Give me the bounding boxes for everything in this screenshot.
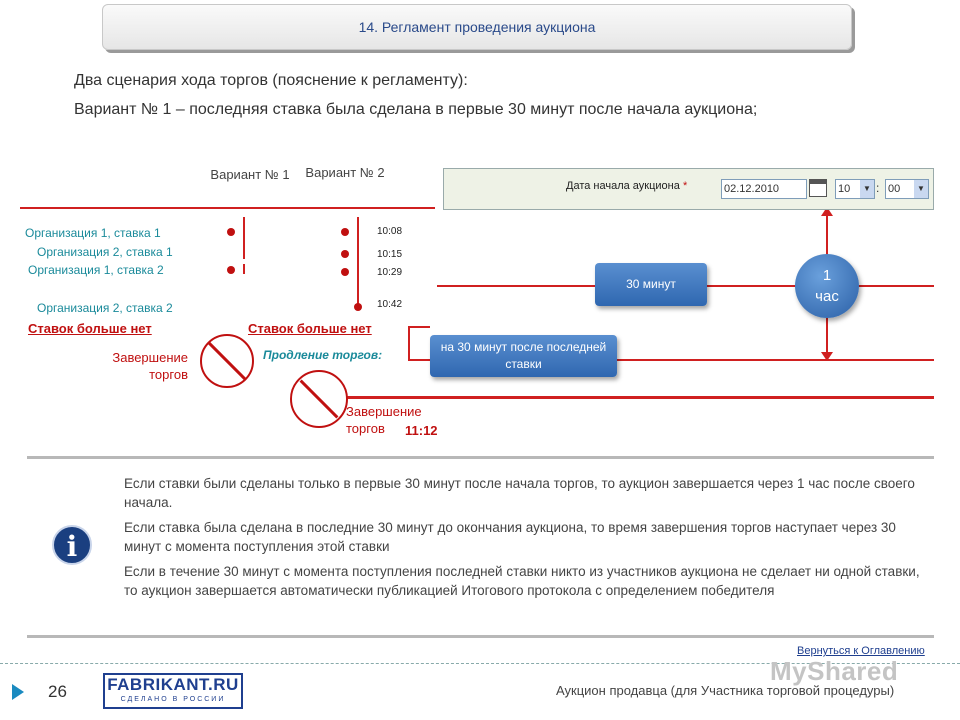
one-hour-arrow-up xyxy=(826,214,828,256)
info-top-rule xyxy=(27,456,934,459)
end-trading-2: Завершение торгов xyxy=(346,404,422,436)
variant-1-heading: Вариант № 1 xyxy=(210,167,290,182)
variant-2-heading: Вариант № 2 xyxy=(305,165,385,180)
bid-dot xyxy=(341,250,349,258)
logo-sub: СДЕЛАНО В РОССИИ xyxy=(120,696,226,703)
bid-dot xyxy=(354,303,362,311)
bid-time: 10:29 xyxy=(377,267,403,278)
back-to-contents-link[interactable]: Вернуться к Оглавлению xyxy=(797,645,925,657)
end-trading-1: Завершение торгов xyxy=(112,350,188,382)
info-bottom-rule xyxy=(27,635,934,638)
bid-dot xyxy=(341,228,349,236)
time-separator: : xyxy=(876,181,880,195)
intro-line-1: Два сценария хода торгов (пояснение к регламенту): xyxy=(74,72,468,89)
chevron-down-icon: ▼ xyxy=(914,180,928,198)
calendar-icon[interactable] xyxy=(809,179,827,197)
watermark: MyShared xyxy=(770,656,899,686)
stop-icon xyxy=(200,334,254,388)
bid-label: Организация 2, ставка 2 xyxy=(37,301,173,315)
extension-vertical xyxy=(408,326,410,361)
bid-dot xyxy=(341,268,349,276)
info-paragraph: Если ставка была сделана в последние 30 минут до окончания аукциона, то время завершения торгов наступает через 30 минут с момента поступления этой ставки xyxy=(124,520,896,554)
bid-dot xyxy=(227,228,235,236)
info-text xyxy=(124,474,924,606)
date-label: Дата начала аукциона * xyxy=(566,180,688,192)
bid-time: 10:08 xyxy=(377,226,403,237)
arrow-down-icon xyxy=(821,352,833,361)
one-hour-number: 1 xyxy=(822,267,832,284)
thirty-minutes-button: 30 минут xyxy=(595,263,707,306)
end-time: 11:12 xyxy=(405,423,438,438)
footer-caption: Аукцион продавца (для Участника торговой процедуры) xyxy=(556,683,895,698)
page-number: 26 xyxy=(48,682,67,701)
one-hour-arrow-down xyxy=(826,318,828,356)
minute-select[interactable]: 00 ▼ xyxy=(885,179,929,199)
hour-select[interactable]: 10 ▼ xyxy=(835,179,875,199)
bid-label: Организация 1, ставка 2 xyxy=(28,263,164,277)
bid-label: Организация 2, ставка 1 xyxy=(37,245,173,259)
no-more-bids-1: Ставок больше нет xyxy=(28,321,152,336)
fabrikant-logo xyxy=(103,673,243,709)
timeline-top-line xyxy=(20,207,435,209)
end-line xyxy=(330,396,934,399)
chevron-down-icon: ▼ xyxy=(860,180,874,198)
bid-dot xyxy=(227,266,235,274)
stop-icon xyxy=(290,370,348,428)
one-hour-badge xyxy=(795,254,859,318)
after-last-bid-button: на 30 минут после последней ставки xyxy=(430,335,617,377)
info-icon: i xyxy=(52,525,92,565)
play-icon[interactable] xyxy=(12,684,24,700)
date-field[interactable]: 02.12.2010 xyxy=(721,179,807,199)
one-hour-unit: час xyxy=(815,288,839,305)
logo-main: FABRIKANT.RU xyxy=(107,675,239,694)
extension-connector xyxy=(410,326,430,328)
no-more-bids-2: Ставок больше нет xyxy=(248,321,372,336)
bid-label: Организация 1, ставка 1 xyxy=(25,226,161,240)
page-title: 14. Регламент проведения аукциона xyxy=(102,4,852,50)
extension-label: Продление торгов: xyxy=(263,348,383,362)
variant-2-vertical xyxy=(357,217,359,307)
auction-start-date-panel xyxy=(443,168,934,210)
variant-1-vertical-1 xyxy=(243,217,245,259)
bid-time: 10:15 xyxy=(377,249,403,260)
intro-line-2: Вариант № 1 – последняя ставка была сделана в первые 30 минут после начала аукциона; xyxy=(74,101,758,118)
bid-time: 10:42 xyxy=(377,299,403,310)
variant-1-vertical-2 xyxy=(243,264,245,274)
info-paragraph: Если в течение 30 минут с момента поступления последней ставки никто из участников аукциона не сделает ни одной ставки, то аукцион завершается автоматически публикацией Итогового протокола с определением победителя xyxy=(124,564,920,598)
info-paragraph: Если ставки были сделаны только в первые 30 минут после начала торгов, то аукцион завершается через 1 час после своего начала. xyxy=(124,476,915,510)
